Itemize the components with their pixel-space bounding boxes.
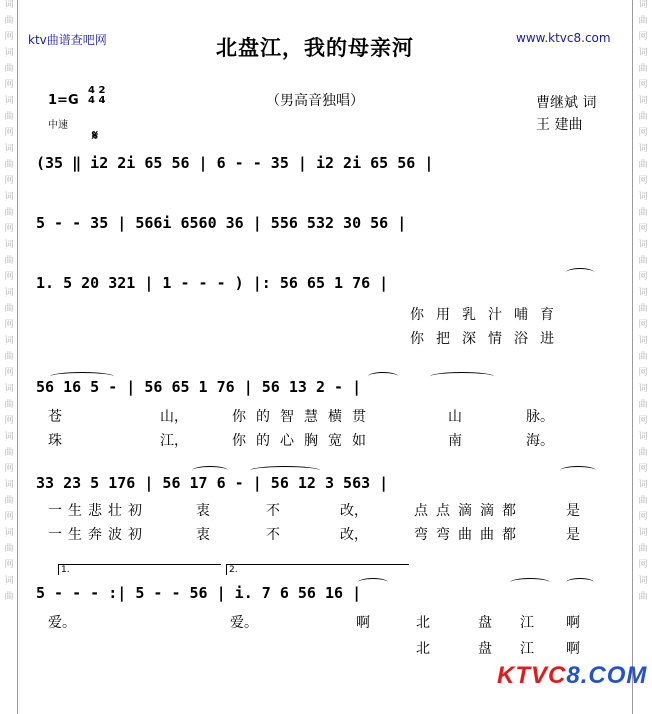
- watermark-glyph: 曲: [4, 160, 14, 170]
- watermark-glyph: 曲: [638, 16, 648, 26]
- right-watermark-column: [636, 0, 650, 714]
- lyric-row4-v1-d: 山: [448, 409, 462, 425]
- watermark-glyph: 曲: [4, 304, 14, 314]
- watermark-glyph: 词: [638, 48, 648, 58]
- slur-mark: [430, 372, 494, 381]
- watermark-glyph: 网: [4, 416, 14, 426]
- logo-blue-part: 8.COM: [566, 662, 648, 689]
- lyric-row5-v2-a: 一生奔波初: [48, 527, 148, 543]
- watermark-glyph: 曲: [638, 352, 648, 362]
- watermark-glyph: 词: [4, 288, 14, 298]
- watermark-glyph: 词: [4, 240, 14, 250]
- lyric-row5-v2-e: 弯弯曲曲都: [414, 527, 524, 543]
- watermark-glyph: 词: [638, 96, 648, 106]
- notation-row-4: 56 16 5 - | 56 65 1 76 | 56 13 2 - |: [36, 378, 362, 396]
- lyric-row3-verse1: 你用乳汁哺育: [410, 307, 566, 323]
- watermark-glyph: 网: [4, 176, 14, 186]
- lyric-row5-v1-d: 改，: [340, 503, 368, 519]
- watermark-glyph: 词: [4, 48, 14, 58]
- meter-top: 4 2: [88, 85, 106, 96]
- song-title: 北盘江，我的母亲河: [216, 35, 414, 60]
- watermark-glyph: 词: [638, 288, 648, 298]
- watermark-glyph: 词: [638, 192, 648, 202]
- lyric-row3-verse2: 你把深情浴进: [410, 331, 566, 347]
- watermark-glyph: 词: [638, 432, 648, 442]
- watermark-glyph: 网: [638, 224, 648, 234]
- ktvc8-logo[interactable]: [497, 662, 647, 690]
- lyric-row5-v2-d: 改，: [340, 527, 368, 543]
- lyric-row6-v2-a: 北: [416, 641, 430, 657]
- watermark-glyph: 词: [4, 576, 14, 586]
- watermark-glyph: 网: [4, 128, 14, 138]
- lyric-row6-v1-g: 啊: [566, 615, 580, 631]
- lyric-row6-v1-d: 北: [416, 615, 430, 631]
- watermark-glyph: 词: [4, 192, 14, 202]
- lyric-row5-v2-f: 是: [566, 527, 580, 543]
- slur-mark: [250, 466, 320, 475]
- watermark-glyph: 曲: [638, 160, 648, 170]
- watermark-glyph: 网: [4, 560, 14, 570]
- watermark-glyph: 曲: [4, 208, 14, 218]
- watermark-glyph: 曲: [638, 304, 648, 314]
- lyric-row5-v2-c: 不: [266, 527, 280, 543]
- segno-sign: 𝄋: [92, 128, 99, 144]
- left-margin-line: [17, 0, 18, 714]
- site-name-left[interactable]: ktv曲谱查吧网: [28, 33, 107, 47]
- watermark-glyph: 网: [638, 560, 648, 570]
- watermark-glyph: 词: [638, 336, 648, 346]
- lyric-row5-v1-f: 是: [566, 503, 580, 519]
- watermark-glyph: 网: [4, 512, 14, 522]
- watermark-glyph: 曲: [638, 400, 648, 410]
- watermark-glyph: 曲: [4, 64, 14, 74]
- logo-red-part: KTVC: [497, 662, 567, 689]
- watermark-glyph: 曲: [638, 448, 648, 458]
- watermark-glyph: 网: [638, 416, 648, 426]
- slur-mark: [566, 268, 594, 277]
- lyric-row4-v2-d: 南: [448, 433, 462, 449]
- watermark-glyph: 曲: [4, 352, 14, 362]
- watermark-glyph: 词: [4, 528, 14, 538]
- watermark-glyph: 曲: [638, 208, 648, 218]
- watermark-glyph: 网: [638, 272, 648, 282]
- lyric-row6-v1-a: 爱。: [48, 615, 76, 631]
- watermark-glyph: 曲: [4, 112, 14, 122]
- meter-bottom: 4 4: [88, 95, 106, 106]
- watermark-glyph: 网: [638, 80, 648, 90]
- lyric-row6-v2-d: 啊: [566, 641, 580, 657]
- watermark-glyph: 词: [638, 144, 648, 154]
- watermark-glyph: 词: [638, 240, 648, 250]
- watermark-glyph: 词: [638, 0, 648, 10]
- lyric-row4-v1-e: 脉。: [526, 409, 554, 425]
- watermark-glyph: 网: [638, 320, 648, 330]
- notation-row-1: (35 ‖ i2 2i 65 56 | 6 - - 35 | i2 2i 65 56 |: [36, 154, 434, 172]
- watermark-glyph: 词: [4, 144, 14, 154]
- volta-first-ending: 1.: [58, 564, 221, 575]
- watermark-glyph: 词: [638, 528, 648, 538]
- key-signature: 1=G: [48, 93, 79, 108]
- watermark-glyph: 曲: [4, 544, 14, 554]
- watermark-glyph: 词: [4, 432, 14, 442]
- watermark-glyph: 曲: [4, 16, 14, 26]
- lyric-row4-v1-c: 你的智慧横贯: [232, 409, 376, 425]
- lyric-row4-v1-a: 苍: [48, 409, 62, 425]
- lyric-row6-v1-c: 啊: [356, 615, 370, 631]
- watermark-glyph: 网: [638, 464, 648, 474]
- slur-mark: [358, 578, 388, 587]
- time-signature: [88, 86, 105, 106]
- watermark-glyph: 网: [4, 272, 14, 282]
- lyricist-credit: 曹继斌 词: [536, 95, 597, 111]
- right-margin-line: [632, 0, 633, 714]
- watermark-glyph: 网: [4, 368, 14, 378]
- watermark-glyph: 曲: [638, 256, 648, 266]
- watermark-glyph: 网: [638, 512, 648, 522]
- watermark-glyph: 曲: [638, 544, 648, 554]
- watermark-glyph: 词: [638, 480, 648, 490]
- composer-credit: 王 建曲: [536, 117, 583, 133]
- slur-mark: [192, 466, 228, 475]
- watermark-glyph: 网: [638, 128, 648, 138]
- lyric-row4-v2-e: 海。: [526, 433, 554, 449]
- watermark-glyph: 网: [4, 32, 14, 42]
- lyric-row6-v2-c: 江: [520, 641, 534, 657]
- lyric-row4-v2-a: 珠: [48, 433, 62, 449]
- lyric-row6-v1-b: 爱。: [230, 615, 258, 631]
- watermark-glyph: 词: [638, 576, 648, 586]
- watermark-glyph: 网: [4, 320, 14, 330]
- lyric-row6-v1-e: 盘: [478, 615, 492, 631]
- watermark-glyph: 网: [4, 224, 14, 234]
- slur-mark: [50, 372, 114, 381]
- lyric-row5-v1-e: 点点滴滴都: [414, 503, 524, 519]
- slur-mark: [368, 372, 398, 381]
- watermark-glyph: 词: [4, 480, 14, 490]
- lyric-row5-v2-b: 衷: [196, 527, 210, 543]
- watermark-glyph: 曲: [4, 496, 14, 506]
- left-watermark-column: [2, 0, 16, 714]
- watermark-glyph: 网: [638, 368, 648, 378]
- watermark-glyph: 网: [638, 32, 648, 42]
- lyric-row4-v2-b: 江，: [160, 433, 188, 449]
- watermark-glyph: 网: [638, 176, 648, 186]
- watermark-glyph: 网: [4, 80, 14, 90]
- watermark-glyph: 曲: [4, 592, 14, 602]
- watermark-glyph: 词: [4, 336, 14, 346]
- watermark-glyph: 词: [4, 0, 14, 10]
- volta-second-ending: 2.: [226, 564, 409, 575]
- lyric-row6-v2-b: 盘: [478, 641, 492, 657]
- watermark-glyph: 词: [638, 384, 648, 394]
- watermark-glyph: 曲: [4, 448, 14, 458]
- notation-row-5: 33 23 5 176 | 56 17 6 - | 56 12 3 563 |: [36, 474, 389, 492]
- tempo-marking: 中速: [48, 120, 68, 131]
- notation-row-3: 1. 5 20 321 | 1 - - - ) |: 56 65 1 76 |: [36, 274, 389, 292]
- lyric-row6-v1-f: 江: [520, 615, 534, 631]
- lyric-row4-v2-c: 你的心胸宽如: [232, 433, 376, 449]
- watermark-glyph: 曲: [638, 592, 648, 602]
- notation-row-2: 5 - - 35 | 566i 6560 36 | 556 532 30 56 |: [36, 214, 407, 232]
- watermark-glyph: 曲: [638, 64, 648, 74]
- watermark-glyph: 词: [4, 384, 14, 394]
- watermark-glyph: 词: [4, 96, 14, 106]
- lyric-row5-v1-b: 衷: [196, 503, 210, 519]
- watermark-glyph: 曲: [4, 256, 14, 266]
- lyric-row5-v1-a: 一生悲壮初: [48, 503, 148, 519]
- watermark-glyph: 曲: [638, 496, 648, 506]
- watermark-glyph: 网: [4, 464, 14, 474]
- song-subtitle: （男高音独唱）: [266, 93, 364, 109]
- watermark-glyph: 曲: [638, 112, 648, 122]
- watermark-glyph: 曲: [4, 400, 14, 410]
- site-url-right[interactable]: www.ktvc8.com: [516, 31, 611, 45]
- slur-mark: [510, 578, 550, 587]
- lyric-row5-v1-c: 不: [266, 503, 280, 519]
- lyric-row4-v1-b: 山，: [160, 409, 188, 425]
- notation-row-6: 5 - - - :| 5 - - 56 | i. 7 6 56 16 |: [36, 584, 362, 602]
- slur-mark: [560, 466, 596, 475]
- slur-mark: [566, 578, 594, 587]
